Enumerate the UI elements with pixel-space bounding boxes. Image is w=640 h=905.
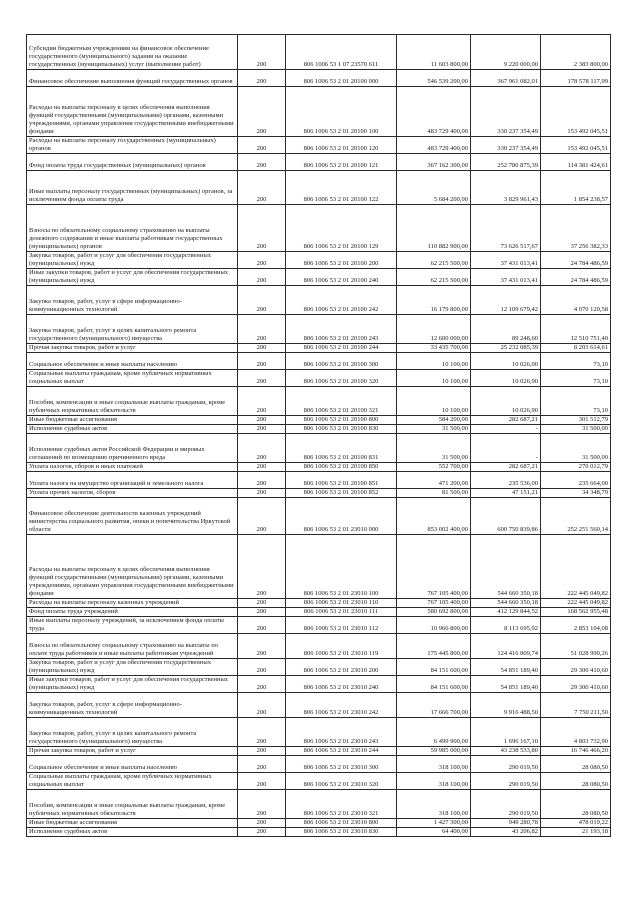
row-unexecuted-amount: 8 203 614,61 [541, 344, 611, 353]
row-unexecuted-amount: 270 012,79 [541, 463, 611, 472]
row-executed-amount: 544 660 350,18 [471, 535, 541, 599]
row-budget-code: 806 1006 53 2 01 20100 852 [286, 489, 397, 498]
row-approved-amount: 318 100,00 [397, 773, 471, 790]
row-budget-code: 806 1006 53 2 01 20100 122 [286, 171, 397, 205]
row-line-code: 200 [238, 756, 286, 773]
row-name: Иные бюджетные ассигнования [27, 819, 238, 828]
row-approved-amount: 6 499 900,00 [397, 718, 471, 747]
row-approved-amount: 584 200,00 [397, 416, 471, 425]
table-row [27, 498, 611, 535]
row-line-code: 200 [238, 693, 286, 718]
table-row [27, 416, 611, 425]
row-approved-amount: 11 603 800,00 [397, 35, 471, 70]
row-budget-code: 806 1006 53 2 01 23010 242 [286, 693, 397, 718]
row-executed-amount: 89 248,60 [471, 315, 541, 344]
row-name: Исполнение судебных актов Российской Федерации и мировых соглашений по возмещению причиненного вреда [27, 434, 238, 463]
row-approved-amount: 175 445 800,00 [397, 634, 471, 659]
row-executed-amount: 367 961 082,01 [471, 70, 541, 87]
row-line-code: 200 [238, 617, 286, 634]
row-approved-amount: 62 215 500,00 [397, 252, 471, 269]
row-line-code: 200 [238, 70, 286, 87]
row-approved-amount: 10 966 800,00 [397, 617, 471, 634]
row-executed-amount: 235 536,00 [471, 472, 541, 489]
row-line-code: 200 [238, 790, 286, 819]
row-unexecuted-amount: 235 664,00 [541, 472, 611, 489]
row-name: Уплата налогов, сборов и иных платежей [27, 463, 238, 472]
row-line-code: 200 [238, 137, 286, 154]
row-name: Иные бюджетные ассигнования [27, 416, 238, 425]
row-line-code: 200 [238, 344, 286, 353]
row-unexecuted-amount: 28 080,50 [541, 756, 611, 773]
row-executed-amount: 73 626 517,67 [471, 205, 541, 252]
row-approved-amount: 483 729 400,00 [397, 87, 471, 137]
row-budget-code: 806 1006 53 2 01 23010 320 [286, 773, 397, 790]
row-executed-amount: 290 019,50 [471, 790, 541, 819]
row-unexecuted-amount: 153 492 045,51 [541, 87, 611, 137]
row-approved-amount: 580 692 800,00 [397, 608, 471, 617]
row-name: Взносы по обязательному социальному страхованию на выплаты денежного содержания и иные выплаты работникам государственных (муниципальных) органов [27, 205, 238, 252]
row-executed-amount: 54 851 189,40 [471, 659, 541, 676]
row-executed-amount: - [471, 434, 541, 463]
row-approved-amount: 81 500,00 [397, 489, 471, 498]
row-approved-amount: 12 600 000,00 [397, 315, 471, 344]
row-executed-amount: 290 019,50 [471, 756, 541, 773]
row-name: Финансовое обеспечение деятельности казенных учреждений министерства социального развития, опеки и попечительства Иркутской области [27, 498, 238, 535]
row-name: Закупка товаров, работ, услуг в сфере информационно-коммуникационных технологий [27, 286, 238, 315]
row-unexecuted-amount: 34 348,79 [541, 489, 611, 498]
row-budget-code: 806 1006 53 2 01 23010 800 [286, 819, 397, 828]
row-unexecuted-amount: 301 512,79 [541, 416, 611, 425]
row-line-code: 200 [238, 599, 286, 608]
row-unexecuted-amount: 4 070 120,58 [541, 286, 611, 315]
row-budget-code: 806 1006 53 2 01 20100 000 [286, 70, 397, 87]
row-executed-amount: 330 237 354,49 [471, 87, 541, 137]
row-budget-code: 806 1006 53 2 01 23010 244 [286, 747, 397, 756]
row-budget-code: 806 1006 53 2 01 23010 243 [286, 718, 397, 747]
row-executed-amount: 544 660 350,18 [471, 599, 541, 608]
row-unexecuted-amount: 28 080,50 [541, 790, 611, 819]
table-row [27, 617, 611, 634]
row-line-code: 200 [238, 286, 286, 315]
row-name: Социальное обеспечение и иные выплаты населению [27, 353, 238, 370]
row-budget-code: 806 1006 53 2 01 20100 800 [286, 416, 397, 425]
table-row [27, 269, 611, 286]
table-row [27, 434, 611, 463]
row-line-code: 200 [238, 434, 286, 463]
row-approved-amount: 84 151 600,00 [397, 659, 471, 676]
row-executed-amount: 412 129 844,52 [471, 608, 541, 617]
row-executed-amount: 949 280,78 [471, 819, 541, 828]
table-row [27, 634, 611, 659]
table-row [27, 425, 611, 434]
row-approved-amount: 10 100,00 [397, 370, 471, 387]
row-line-code: 200 [238, 472, 286, 489]
row-name: Социальные выплаты гражданам, кроме публичных нормативных социальных выплат [27, 370, 238, 387]
row-unexecuted-amount: 16 746 466,20 [541, 747, 611, 756]
table-row [27, 252, 611, 269]
row-name: Расходы на выплаты персоналу в целях обеспечения выполнения функций государственными (муниципальными) органами, казенными учреждениями, органами управления государственными внебюджетными фондами [27, 87, 238, 137]
row-approved-amount: 367 162 300,00 [397, 154, 471, 171]
row-budget-code: 806 1006 53 2 01 20100 300 [286, 353, 397, 370]
row-budget-code: 806 1006 53 2 01 23010 300 [286, 756, 397, 773]
row-unexecuted-amount: 31 500,00 [541, 434, 611, 463]
row-executed-amount: 282 687,21 [471, 416, 541, 425]
row-executed-amount: 1 696 167,10 [471, 718, 541, 747]
row-name: Пособия, компенсации и иные социальные выплаты гражданам, кроме публичных нормативных обязательств [27, 387, 238, 416]
row-line-code: 200 [238, 676, 286, 693]
row-executed-amount: 600 750 839,86 [471, 498, 541, 535]
row-unexecuted-amount: 21 193,18 [541, 828, 611, 837]
row-approved-amount: 62 215 500,00 [397, 269, 471, 286]
row-budget-code: 806 1006 53 2 01 20100 242 [286, 286, 397, 315]
table-row [27, 353, 611, 370]
row-name: Иные закупки товаров, работ и услуг для обеспечения государственных (муниципальных) нужд [27, 269, 238, 286]
row-line-code: 200 [238, 463, 286, 472]
row-budget-code: 806 1006 53 2 01 20100 830 [286, 425, 397, 434]
row-approved-amount: 17 666 700,00 [397, 693, 471, 718]
row-budget-code: 806 1006 53 2 01 23010 119 [286, 634, 397, 659]
row-executed-amount: 10 026,90 [471, 387, 541, 416]
row-unexecuted-amount: 73,10 [541, 370, 611, 387]
row-line-code: 200 [238, 608, 286, 617]
row-approved-amount: 31 500,00 [397, 434, 471, 463]
row-executed-amount: 43 238 533,80 [471, 747, 541, 756]
row-name: Исполнение судебных актов [27, 828, 238, 837]
row-budget-code: 806 1006 53 2 01 23010 110 [286, 599, 397, 608]
table-row [27, 489, 611, 498]
table-row [27, 205, 611, 252]
row-approved-amount: 33 435 700,00 [397, 344, 471, 353]
table-row [27, 370, 611, 387]
row-unexecuted-amount: 2 383 800,00 [541, 35, 611, 70]
table-row [27, 387, 611, 416]
row-approved-amount: 59 985 000,00 [397, 747, 471, 756]
row-unexecuted-amount: 178 578 117,99 [541, 70, 611, 87]
row-approved-amount: 767 105 400,00 [397, 535, 471, 599]
row-executed-amount: 54 851 189,40 [471, 676, 541, 693]
row-name: Финансовое обеспечение выполнения функций государственных органов [27, 70, 238, 87]
row-name: Прочая закупка товаров, работ и услуг [27, 344, 238, 353]
row-budget-code: 806 1006 53 1 07 23570 611 [286, 35, 397, 70]
row-approved-amount: 471 200,00 [397, 472, 471, 489]
row-executed-amount: 282 687,21 [471, 463, 541, 472]
row-unexecuted-amount: 31 500,00 [541, 425, 611, 434]
row-line-code: 200 [238, 353, 286, 370]
table-row [27, 773, 611, 790]
row-name: Иные выплаты персоналу учреждений, за исключением фонда оплаты труда [27, 617, 238, 634]
table-row [27, 154, 611, 171]
row-name: Закупка товаров, работ, услуг в целях капитального ремонта государственного (муниципального) имущества [27, 315, 238, 344]
row-name: Закупка товаров, работ, услуг в сфере информационно-коммуникационных технологий [27, 693, 238, 718]
row-budget-code: 806 1006 53 2 01 20100 120 [286, 137, 397, 154]
row-budget-code: 806 1006 53 2 01 20100 244 [286, 344, 397, 353]
row-approved-amount: 552 700,00 [397, 463, 471, 472]
row-name: Иные выплаты персоналу государственных (муниципальных) органов, за исключением фонда оплаты труда [27, 171, 238, 205]
row-executed-amount: 12 109 679,42 [471, 286, 541, 315]
row-line-code: 200 [238, 819, 286, 828]
row-budget-code: 806 1006 53 2 01 20100 240 [286, 269, 397, 286]
table-row [27, 286, 611, 315]
row-unexecuted-amount: 1 854 238,57 [541, 171, 611, 205]
row-budget-code: 806 1006 53 2 01 20100 129 [286, 205, 397, 252]
row-unexecuted-amount: 2 853 104,08 [541, 617, 611, 634]
row-name: Закупка товаров, работ и услуг для обеспечения государственных (муниципальных) нужд [27, 659, 238, 676]
table-row [27, 535, 611, 599]
table-row [27, 828, 611, 837]
row-budget-code: 806 1006 53 2 01 20100 321 [286, 387, 397, 416]
row-budget-code: 806 1006 53 2 01 20100 100 [286, 87, 397, 137]
row-budget-code: 806 1006 53 2 01 23010 111 [286, 608, 397, 617]
table-row [27, 463, 611, 472]
row-executed-amount: 25 232 085,39 [471, 344, 541, 353]
row-executed-amount: 10 026,90 [471, 353, 541, 370]
table-row [27, 87, 611, 137]
row-budget-code: 806 1006 53 2 01 23010 100 [286, 535, 397, 599]
row-approved-amount: 10 100,00 [397, 387, 471, 416]
row-line-code: 200 [238, 489, 286, 498]
row-approved-amount: 318 100,00 [397, 756, 471, 773]
table-row [27, 693, 611, 718]
table-row [27, 659, 611, 676]
row-line-code: 200 [238, 269, 286, 286]
row-name: Закупка товаров, работ, услуг в целях капитального ремонта государственного (муниципального) имущества [27, 718, 238, 747]
row-budget-code: 806 1006 53 2 01 20100 851 [286, 472, 397, 489]
row-approved-amount: 31 500,00 [397, 425, 471, 434]
row-name: Фонд оплаты труда государственных (муниципальных) органов [27, 154, 238, 171]
row-budget-code: 806 1006 53 2 01 23010 112 [286, 617, 397, 634]
row-executed-amount: 330 237 354,49 [471, 137, 541, 154]
row-line-code: 200 [238, 498, 286, 535]
row-unexecuted-amount: 168 562 955,48 [541, 608, 611, 617]
table-row [27, 608, 611, 617]
row-name: Расходы на выплаты персоналу в целях обеспечения выполнения функций государственными (муниципальными) органами, казенными учреждениями, органами управления государственными внебюджетными фондами [27, 535, 238, 599]
row-name: Субсидии бюджетным учреждениям на финансовое обеспечение государственного (муниципального) задания на оказание государственных (муниципальных) услуг (выполнение работ) [27, 35, 238, 70]
budget-execution-sheet [26, 34, 610, 837]
row-budget-code: 806 1006 53 2 01 20100 320 [286, 370, 397, 387]
row-approved-amount: 64 400,00 [397, 828, 471, 837]
table-row [27, 171, 611, 205]
row-approved-amount: 483 729 400,00 [397, 137, 471, 154]
table-row [27, 756, 611, 773]
row-executed-amount: 8 113 695,92 [471, 617, 541, 634]
row-executed-amount: 124 416 809,74 [471, 634, 541, 659]
row-line-code: 200 [238, 747, 286, 756]
row-budget-code: 806 1006 53 2 01 20100 121 [286, 154, 397, 171]
row-unexecuted-amount: 29 300 410,60 [541, 659, 611, 676]
row-unexecuted-amount: 478 019,22 [541, 819, 611, 828]
row-line-code: 200 [238, 416, 286, 425]
row-budget-code: 806 1006 53 2 01 20100 831 [286, 434, 397, 463]
row-unexecuted-amount: 37 256 382,33 [541, 205, 611, 252]
row-line-code: 200 [238, 315, 286, 344]
row-name: Фонд оплаты труда учреждений [27, 608, 238, 617]
row-budget-code: 806 1006 53 2 01 23010 240 [286, 676, 397, 693]
row-line-code: 200 [238, 634, 286, 659]
row-line-code: 200 [238, 205, 286, 252]
row-line-code: 200 [238, 370, 286, 387]
table-row [27, 137, 611, 154]
row-unexecuted-amount: 73,10 [541, 353, 611, 370]
row-line-code: 200 [238, 35, 286, 70]
row-name: Закупка товаров, работ и услуг для обеспечения государственных (муниципальных) нужд [27, 252, 238, 269]
row-unexecuted-amount: 24 784 486,59 [541, 269, 611, 286]
row-executed-amount: - [471, 425, 541, 434]
table-row [27, 718, 611, 747]
row-line-code: 200 [238, 87, 286, 137]
row-name: Расходы на выплаты персоналу государственных (муниципальных) органов [27, 137, 238, 154]
row-line-code: 200 [238, 425, 286, 434]
table-row [27, 599, 611, 608]
row-approved-amount: 110 882 900,00 [397, 205, 471, 252]
row-executed-amount: 10 026,90 [471, 370, 541, 387]
row-name: Уплата прочих налогов, сборов [27, 489, 238, 498]
row-executed-amount: 37 431 013,41 [471, 252, 541, 269]
row-name: Иные закупки товаров, работ и услуг для обеспечения государственных (муниципальных) нужд [27, 676, 238, 693]
row-approved-amount: 10 100,00 [397, 353, 471, 370]
row-unexecuted-amount: 114 381 424,61 [541, 154, 611, 171]
row-unexecuted-amount: 51 028 990,26 [541, 634, 611, 659]
row-budget-code: 806 1006 53 2 01 23010 830 [286, 828, 397, 837]
row-unexecuted-amount: 73,10 [541, 387, 611, 416]
table-row [27, 676, 611, 693]
table-row [27, 747, 611, 756]
row-budget-code: 806 1006 53 2 01 20100 243 [286, 315, 397, 344]
row-approved-amount: 84 151 600,00 [397, 676, 471, 693]
row-budget-code: 806 1006 53 2 01 23010 200 [286, 659, 397, 676]
row-unexecuted-amount: 222 445 049,82 [541, 599, 611, 608]
row-executed-amount: 9 220 000,00 [471, 35, 541, 70]
row-line-code: 200 [238, 718, 286, 747]
row-name: Пособия, компенсации и иные социальные выплаты гражданам, кроме публичных нормативных обязательств [27, 790, 238, 819]
row-approved-amount: 853 002 400,00 [397, 498, 471, 535]
row-name: Социальное обеспечение и иные выплаты населению [27, 756, 238, 773]
row-approved-amount: 1 427 300,00 [397, 819, 471, 828]
row-unexecuted-amount: 252 251 560,14 [541, 498, 611, 535]
row-line-code: 200 [238, 773, 286, 790]
row-approved-amount: 5 684 200,00 [397, 171, 471, 205]
row-unexecuted-amount: 222 445 049,82 [541, 535, 611, 599]
table-row [27, 472, 611, 489]
row-unexecuted-amount: 153 492 045,51 [541, 137, 611, 154]
row-approved-amount: 767 105 400,00 [397, 599, 471, 608]
table-row [27, 315, 611, 344]
row-approved-amount: 16 179 800,00 [397, 286, 471, 315]
row-unexecuted-amount: 24 784 486,59 [541, 252, 611, 269]
row-line-code: 200 [238, 252, 286, 269]
row-executed-amount: 252 780 875,39 [471, 154, 541, 171]
row-line-code: 200 [238, 828, 286, 837]
row-executed-amount: 43 206,82 [471, 828, 541, 837]
table-row [27, 344, 611, 353]
row-name: Социальные выплаты гражданам, кроме публичных нормативных социальных выплат [27, 773, 238, 790]
table-row [27, 790, 611, 819]
row-approved-amount: 318 100,00 [397, 790, 471, 819]
row-name: Исполнение судебных актов [27, 425, 238, 434]
row-unexecuted-amount: 4 803 732,90 [541, 718, 611, 747]
table-row [27, 35, 611, 70]
row-executed-amount: 47 151,21 [471, 489, 541, 498]
row-name: Расходы на выплаты персоналу казенных учреждений [27, 599, 238, 608]
table-row [27, 819, 611, 828]
row-line-code: 200 [238, 535, 286, 599]
row-approved-amount: 546 539 200,00 [397, 70, 471, 87]
budget-table [26, 34, 611, 837]
row-name: Прочая закупка товаров, работ и услуг [27, 747, 238, 756]
row-line-code: 200 [238, 154, 286, 171]
row-budget-code: 806 1006 53 2 01 20100 850 [286, 463, 397, 472]
row-name: Уплата налога на имущество организаций и земельного налога [27, 472, 238, 489]
row-unexecuted-amount: 29 300 410,60 [541, 676, 611, 693]
row-executed-amount: 9 916 488,50 [471, 693, 541, 718]
row-executed-amount: 37 431 013,41 [471, 269, 541, 286]
row-unexecuted-amount: 7 750 211,50 [541, 693, 611, 718]
row-line-code: 200 [238, 171, 286, 205]
table-row [27, 70, 611, 87]
row-line-code: 200 [238, 659, 286, 676]
row-name: Взносы по обязательному социальному страхованию на выплаты по оплате труда работников и иные выплаты работникам учреждений [27, 634, 238, 659]
row-unexecuted-amount: 12 510 751,40 [541, 315, 611, 344]
row-line-code: 200 [238, 387, 286, 416]
table-body [27, 35, 611, 837]
row-budget-code: 806 1006 53 2 01 23010 321 [286, 790, 397, 819]
row-executed-amount: 290 019,50 [471, 773, 541, 790]
row-budget-code: 806 1006 53 2 01 20100 200 [286, 252, 397, 269]
row-executed-amount: 3 829 961,43 [471, 171, 541, 205]
row-budget-code: 806 1006 53 2 01 23010 000 [286, 498, 397, 535]
row-unexecuted-amount: 28 080,50 [541, 773, 611, 790]
